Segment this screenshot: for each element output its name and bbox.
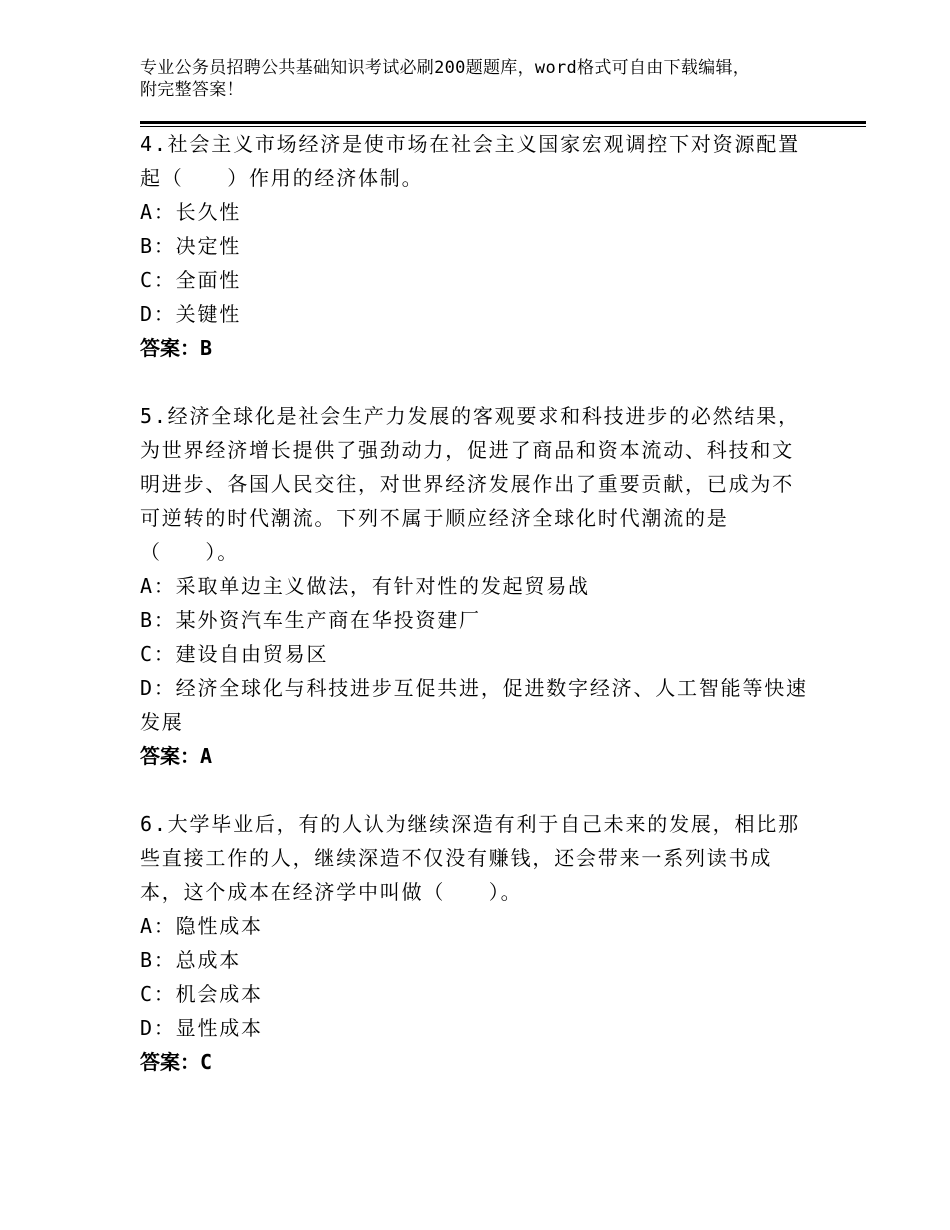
option-c: C：全面性 — [140, 268, 242, 292]
question-stem: 4.社会主义市场经济是使市场在社会主义国家宏观调控下对资源配置 起（ ）作用的经济体制。 — [140, 132, 800, 190]
option-c: C：机会成本 — [140, 982, 263, 1006]
option-a: A：长久性 — [140, 200, 242, 224]
option-d: D：经济全球化与科技进步互促共进，促进数字经济、人工智能等快速 发展 — [140, 676, 808, 734]
question-4 — [140, 127, 820, 365]
header-divider-thick — [140, 121, 866, 124]
option-b: B：某外资汽车生产商在华投资建厂 — [140, 608, 481, 632]
answer-label: 答案：C — [140, 1050, 213, 1074]
question-spacer — [140, 365, 820, 399]
document-header — [140, 57, 840, 101]
question-stem: 6.大学毕业后，有的人认为继续深造有利于自己未来的发展，相比那 些直接工作的人，继续深造不仅没有赚钱，还会带来一系列读书成 本，这个成本在经济学中叫做（ ）。 — [140, 812, 800, 904]
option-d: D：关键性 — [140, 302, 242, 326]
option-c: C：建设自由贸易区 — [140, 642, 329, 666]
question-list — [140, 127, 820, 1079]
answer-label: 答案：B — [140, 336, 213, 360]
question-spacer — [140, 773, 820, 807]
question-5 — [140, 399, 820, 773]
option-d: D：显性成本 — [140, 1016, 263, 1040]
header-line-1: 专业公务员招聘公共基础知识考试必刷200题题库，word格式可自由下载编辑， — [140, 58, 751, 78]
option-a: A：隐性成本 — [140, 914, 263, 938]
answer-label: 答案：A — [140, 744, 213, 768]
header-line-2: 附完整答案！ — [140, 80, 244, 100]
question-6 — [140, 807, 820, 1079]
option-a: A：采取单边主义做法，有针对性的发起贸易战 — [140, 574, 590, 598]
option-b: B：总成本 — [140, 948, 242, 972]
option-b: B：决定性 — [140, 234, 242, 258]
question-stem: 5.经济全球化是社会生产力发展的客观要求和科技进步的必然结果， 为世界经济增长提供了强劲动力，促进了商品和资本流动、科技和文 明进步、各国人民交往，对世界经济发展作出了重要贡献，已成为不 可逆转的时代潮流。下列不属于顺应经济全球化时代潮流的是 （ ）。 — [140, 404, 800, 564]
